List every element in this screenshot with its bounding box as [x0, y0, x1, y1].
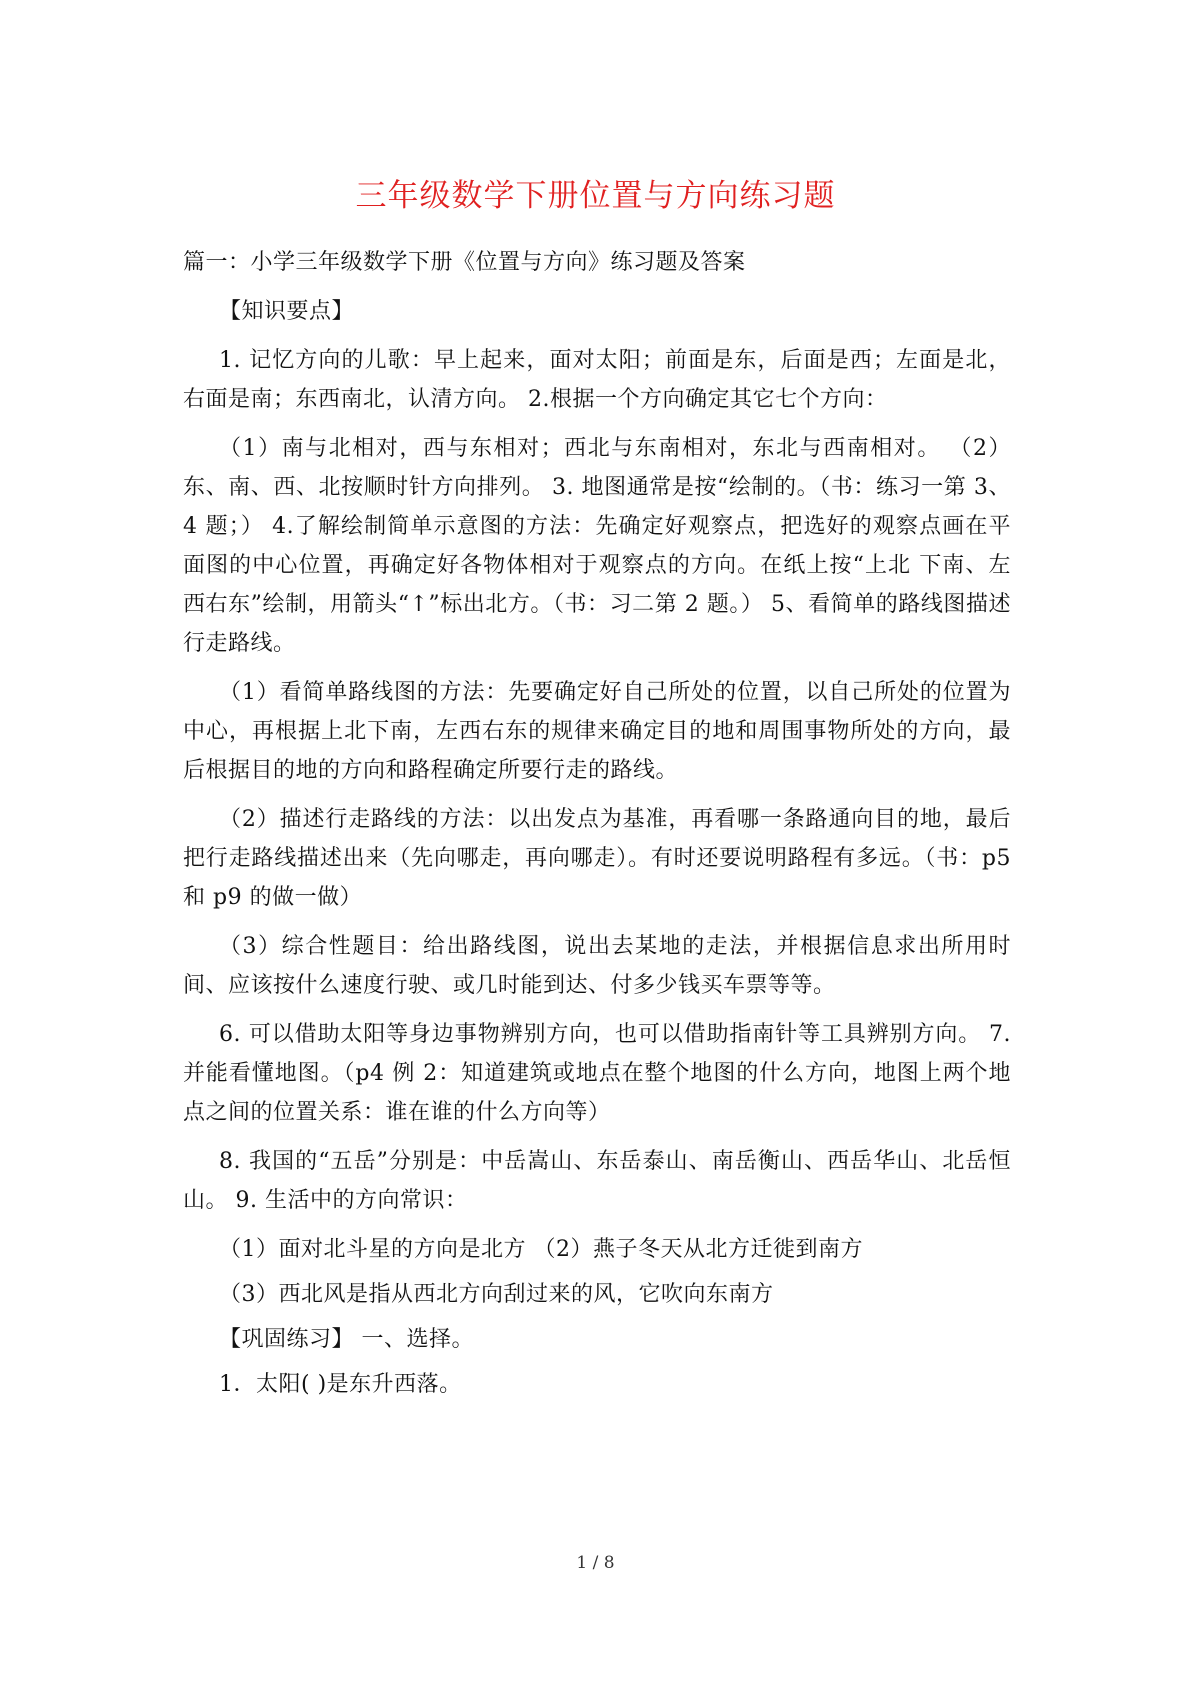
document-body — [183, 243, 1011, 1410]
document-title: 三年级数学下册位置与方向练习题 — [355, 178, 836, 214]
paragraph-3: （1）看简单路线图的方法：先要确定好自己所处的位置，以自己所处的位置为中心，再根据上北下南，左西右东的规律来确定目的地和周围事物所处的方向，最后根据目的地的方向和路程确定所要行走的路线。 — [183, 680, 1011, 783]
paragraph-1: 1. 记忆方向的儿歌：早上起来，面对太阳；前面是东，后面是西；左面是北，右面是南；东西南北，认清方向。 2.根据一个方向确定其它七个方向： — [183, 348, 1011, 412]
paragraph-5: （3）综合性题目：给出路线图，说出去某地的走法，并根据信息求出所用时间、应该按什么速度行驶、或几时能到达、付多少钱买车票等等。 — [183, 934, 1011, 998]
paragraph-8: （1）面对北斗星的方向是北方 （2）燕子冬天从北方迁徙到南方 — [219, 1237, 863, 1262]
section-heading: 篇一：小学三年级数学下册《位置与方向》练习题及答案 — [183, 250, 746, 275]
paragraph-2: （1）南与北相对，西与东相对；西北与东南相对，东北与西南相对。 （2）东、南、西、北按顺时针方向排列。 3. 地图通常是按“绘制的。（书：练习一第 3、4 题；） 4.了解绘制简单示意图的方法：先确定好观察点，把选好的观察点画在平 面图的中心位置，再确定好各物体相对于观察点的方向。在纸上按“上北 下南、左西右东”绘制，用箭头“↑”标出北方。（书：习二第 2 题。） 5、看简单的路线图描述行走路线。 — [183, 436, 1011, 656]
knowledge-points-heading: 【知识要点】 — [219, 299, 355, 324]
page-number: 1 / 8 — [576, 1553, 615, 1573]
paragraph-6: 6. 可以借助太阳等身边事物辨别方向，也可以借助指南针等工具辨别方向。 7. 并能看懂地图。（p4 例 2：知道建筑或地点在整个地图的什么方向，地图上两个地点之间的位置关系：谁在谁的什么方向等） — [183, 1022, 1011, 1125]
practice-heading: 【巩固练习】 一、选择。 — [219, 1327, 474, 1352]
paragraph-4: （2）描述行走路线的方法：以出发点为基准，再看哪一条路通向目的地，最后把行走路线描述出来（先向哪走，再向哪走）。有时还要说明路程有多远。（书：p5 和 p9 的做一做） — [183, 807, 1011, 910]
paragraph-7: 8. 我国的“五岳”分别是：中岳嵩山、东岳泰山、南岳衡山、西岳华山、北岳恒山。 9. 生活中的方向常识： — [183, 1149, 1011, 1213]
question-1: 1．太阳( )是东升西落。 — [219, 1372, 462, 1397]
paragraph-9: （3）西北风是指从西北方向刮过来的风，它吹向东南方 — [219, 1282, 774, 1307]
